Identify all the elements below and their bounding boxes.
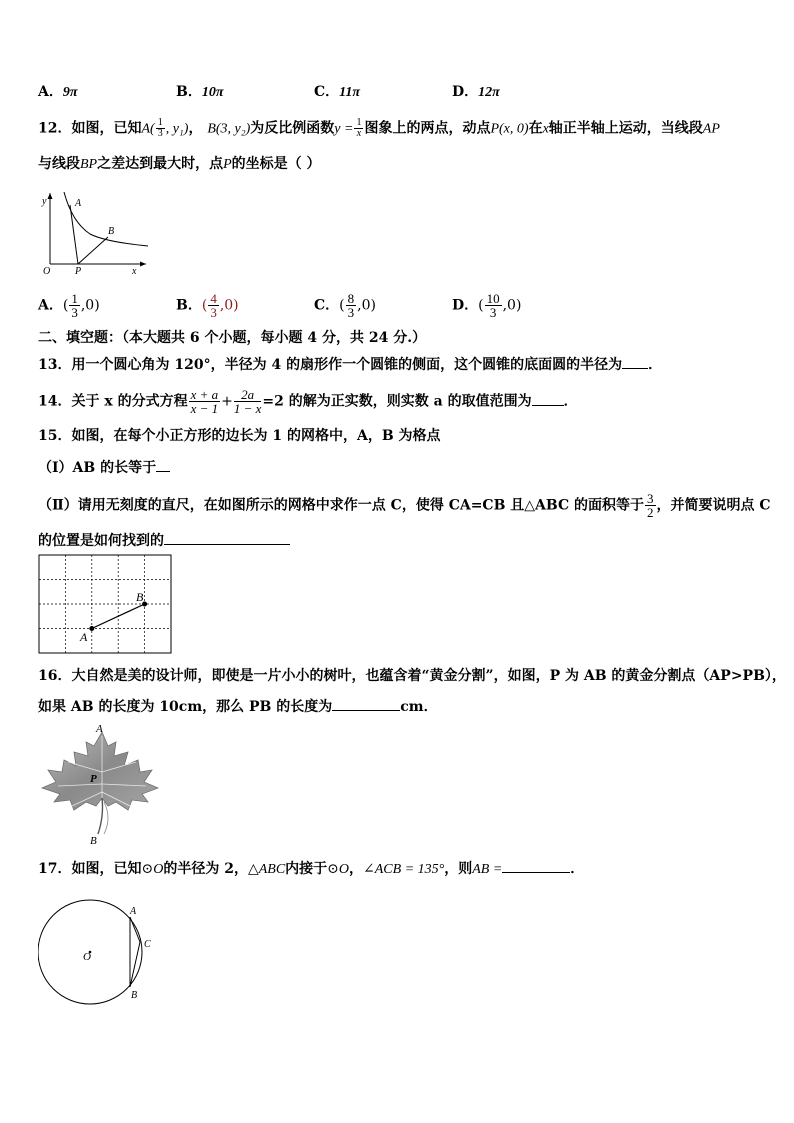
q12-segment-ap — [70, 205, 78, 264]
q17-label-o: O — [83, 951, 91, 963]
q16-line2: 如果 AB 的长度为 10cm，那么 PB 的长度为 cm． — [38, 696, 438, 717]
q17-segment-ac — [130, 917, 140, 942]
q12-label-o: O — [43, 266, 51, 276]
q16-label-p: P — [90, 773, 97, 785]
q12-segment-bp — [78, 237, 108, 264]
q11-option-b: B．10π — [176, 84, 224, 100]
q12-label-y: y — [42, 196, 47, 207]
q11-option-c: C．11π — [314, 84, 361, 100]
q12-label-b: B — [108, 226, 115, 237]
q12-option-b: B．( $\frac{4}{3}$ ,0) — [176, 291, 239, 320]
q16-line1: 16．大自然是美的设计师，即使是一片小小的树叶，也蕴含着“黄金分割”，如图，P 为 AB 的黄金分割点（AP>PB）， — [38, 668, 786, 684]
q17-label-a: A — [130, 906, 137, 917]
q12-label-x: x — [132, 266, 137, 276]
q16-label-b: B — [90, 835, 97, 847]
q17-label-c: C — [144, 939, 151, 950]
section-heading: 二、填空题：（本大题共 6 个小题，每小题 4 分，共 24 分.） — [38, 330, 427, 346]
q15-line3: （Ⅱ）请用无刻度的直尺，在如图所示的网格中求作一点 C，使得 CA=CB 且△ABC 的面积等于 $\frac{3}{2}$ ，并简要说明点 C — [38, 491, 771, 520]
q12-line1: 12．如图，已知A( $\frac{1}{3}$ , y₁)， B(3, y₂)为反比例函数y = $\frac{1}{x}$ 图象上的两点，动点P(x, 0)在x轴正半轴上运动，当线段AP — [38, 117, 720, 139]
q12-label-a: A — [75, 198, 82, 209]
q17-circle-figure — [38, 896, 158, 1006]
q11-option-d: D．12π — [452, 84, 500, 100]
q17-line: 17．如图，已知⊙O的半径为 2，△ABC内接于⊙O，∠ACB = 135°，则AB = ． — [38, 858, 584, 880]
q14-line: 14．关于 x 的分式方程 $\frac{x + a}{x - 1}$ + $\frac{2a}{1 - x}$ =2 的解为正实数，则实数 a 的取值范围为 ． — [38, 387, 578, 416]
q16-leaf-figure — [38, 722, 164, 848]
q17-label-b: B — [131, 990, 138, 1001]
q12-figure — [38, 188, 154, 276]
q12-option-c: C．( $\frac{8}{3}$ ,0) — [314, 291, 376, 320]
q15-grid-lines — [39, 555, 171, 653]
q15-label-a: A — [80, 630, 88, 644]
q15-grid-figure — [38, 554, 174, 656]
q12-line2: 与线段BP之差达到最大时，点P的坐标是（ ） — [38, 156, 321, 172]
q15-line4: 的位置是如何找到的 — [38, 530, 290, 551]
q15-label-b: B — [136, 590, 144, 604]
q12-option-d: D．( $\frac{10}{3}$ ,0) — [452, 291, 522, 320]
q17-segment-cb — [130, 942, 140, 987]
q15-line2: （Ⅰ）AB 的长等于 — [38, 457, 170, 478]
q12-label-p: P — [75, 266, 82, 276]
q15-line1: 15．如图，在每个小正方形的边长为 1 的网格中，A，B 为格点 — [38, 428, 441, 444]
q12-option-a: A．( $\frac{1}{3}$ ,0) — [38, 291, 100, 320]
q13-line: 13．用一个圆心角为 120°，半径为 4 的扇形作一个圆锥的侧面，这个圆锥的底面圆的半径为 ． — [38, 354, 662, 375]
q11-option-a: A．9π — [38, 84, 78, 100]
leaf-stem — [98, 798, 103, 834]
q16-label-a: A — [96, 723, 103, 735]
q15-point-a — [89, 626, 94, 631]
